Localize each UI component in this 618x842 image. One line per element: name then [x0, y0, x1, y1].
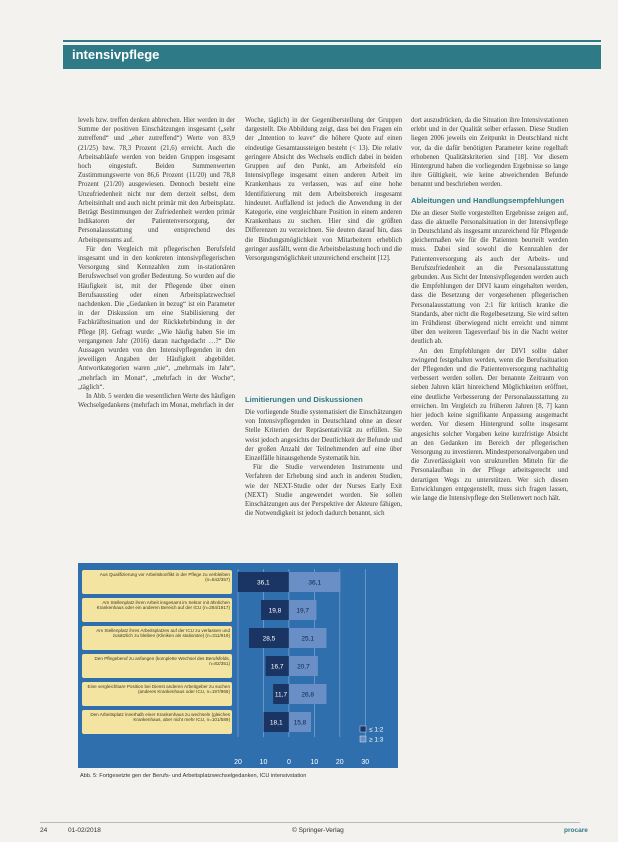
data-label: 19,8	[268, 607, 282, 615]
x-tick-label: 10	[259, 759, 268, 766]
category-label-container	[84, 626, 230, 650]
x-tick-label: 20	[234, 759, 242, 766]
publisher: © Springer-Verlag	[292, 827, 344, 834]
x-tick-label: 0	[286, 759, 291, 766]
text-column-2	[245, 116, 402, 366]
category-label: Am Stellenplatz ihren Arbeit insgesamt im Sektor mit ähnlichen Krankenhaus oder ein anderen Bereich auf der ICU (n=284/1917)	[96, 600, 230, 611]
category-label-container	[84, 654, 230, 678]
header-rule	[63, 40, 601, 42]
footer-rule	[40, 822, 580, 823]
legend-entry: ≤ 1:2	[369, 726, 384, 734]
data-label: 19,7	[296, 607, 310, 615]
category-label: Den Arbeitsplatz innerhalb einer Krankenhaus zu wechseln (gleiches Krankenhaus, aber nicht mehr ICU, n=101/589)	[90, 712, 230, 723]
data-label: 11,7	[274, 691, 288, 699]
issue-date: 01-02/2018	[68, 827, 101, 834]
category-label-container	[84, 710, 230, 734]
paragraph: Die vorliegende Studie systematisiert die Einschätzungen von Intensivpflegenden in Deutschland ohne an dieser Stelle Kriterien der Repräsentativität zu erfüllen. Sie weist jedoch angesichts der Deutlichkeit der Befunde und der großen Anzahl der Teilnehmenden auf eine über Einzelfälle hinausgehende Systematik hin.	[245, 409, 402, 463]
data-label: 16,7	[270, 663, 284, 671]
category-label-container	[84, 570, 230, 594]
category-label-container	[84, 598, 230, 622]
data-label: 28,5	[262, 635, 276, 643]
paragraph: Die an dieser Stelle vorgestellten Ergebnisse zeigen auf, dass die aktuelle Personalsituation in der Intensivpflege in Deutschland als insgesamt unzureichend für Pflegende gleichermaßen wie für die Patienten beurteilt werden muss. Dabei sind sowohl die Kennzahlen der Patientenversorgung als auch der Arbeits- und Berufszufriedenheit an die Personalausstattung gebunden. Aus Sicht der Intensivpflegenden werden auch die Empfehlungen der DIVI kaum eingehalten werden, dass die Besetzung der vorgesehenen pflegerischen Personalausstattung von 2:1 für kritisch kranke die Standards, aber nicht die Regelbesetzung. Sie wird selten im Frühdienst überwiegend nicht erreicht und nimmt über den weiteren Tagesverlauf bis in die Nacht weiter deutlich ab.	[411, 209, 568, 346]
magazine-name: procare	[564, 827, 588, 834]
figure-5-chart	[78, 563, 398, 768]
paragraph: dort auszudrücken, da die Situation ihre Intensivstationen erlebt und in der Qualität selber erfassen. Diese Studien liegen 2006 jeweils ein Zeitpunkt in Deutschland nicht vor, da die dafür benötigten Parameter keine regelhaft erhobenen Qualitätskriterien sind [18]. Vor diesem Hintergrund haben die vorliegenden Ergebnisse so lange ihre Gültigkeit, wie keine abweichenden Befunde benannt und beschrieben werden.	[411, 117, 568, 189]
x-tick-label: 20	[335, 759, 344, 766]
figure-caption: Abb. 5: Fortgesetzte gen der Berufs- und Arbeitsplatzwechselgedanken, ICU intensivstation	[80, 773, 307, 779]
legend-swatch	[360, 736, 366, 742]
data-label: 25,1	[301, 635, 314, 643]
paragraph: levels bzw. treffen denken abbrechen. Hier werden in der Summe der positiven Einschätzungen insgesamt („sehr zutreffend“ und „eher zutreffend“) Werte von 83,9 (21/25) bzw. 78,3 Prozent (21,6) erreicht. Auch die Arbeitsabläufe werden von beiden Gruppen insgesamt hoch eingestuft. Beiden Summenwerten Zustimmungswerte von 86,6 Prozent (11/20) und 78,8 Prozent (21/20) ausgewiesen. Dennoch besteht eine Unzufriedenheit nicht nur dem derzeit selbst, dem Arbeitsinhalt und auch nicht primär mit den Arbeitsplatz. Beträgt Bestimmungen der Zufriedenheit werden primär Indikatoren der Patientenversorgung, der Personalausstattung und entsprechend des Arbeitspensums auf.	[78, 117, 235, 244]
data-label: 26,8	[301, 691, 314, 699]
data-label: 36,1	[257, 579, 270, 587]
category-label-container	[84, 682, 230, 706]
x-tick-label: 30	[361, 759, 370, 766]
data-label: 36,1	[308, 579, 321, 587]
x-tick-label: 10	[310, 759, 319, 766]
category-label: Den Pflegeberuf zu anfangen (komplette Wechsel des Berufsfelds, n=82/351)	[94, 656, 230, 667]
category-label: Am Stellenplatz ihres Arbeitsplatzes auf der ICU zu verlassen und zusätzlich zu bleiben (Kliniken als stationäre) (n=311/919)	[96, 628, 230, 639]
paragraph: An den Empfehlungen der DIVI sollte daher zwingend festgehalten werden, wenn die Berufssituation der Pflegenden und die Patientenversorgung nachhaltig verbessert werden sollen. Der benannte Zeitraum von sieben Jahren klärt hinreichend Möglichkeiten eröffnet, eine deutliche Verbesserung der Personalausstattung zu erreichen. Im Vergleich zu früheren Jahren [8, 7] kann hier jedoch keine signifikante Anpassung ausgemacht werden. Vor diesem Hintergrund sollte insgesamt angesichts solcher Vorgaben keine kurzfristige Absicht an den Gedanken im Bereich der pflegerischen Versorgung zu investieren. Mindestpersonalvorgaben und die Zuverlässigkeit von strukturellen Mitteln für die Personalaufbau in der Pflege arbeitsgerecht und derartigen Wegs zu unterstützen. Wer sich diesen Entwicklungen entgegenstellt, muss sich fragen lassen, wie lange die Intensivpflege den Stellenwert noch hält.	[411, 347, 568, 502]
legend-entry: ≥ 1:3	[369, 736, 384, 744]
section-heading: Ableitungen und Handlungsempfehlungen	[411, 195, 565, 205]
paragraph: Woche, täglich) in der Gegenüberstellung der Gruppen dargestellt. Die Abbildung zeigt, dass bei den Fragen ein der „Intention to leave“ die höhere Quote auf einen eindeutige Gesamtaussteigen besteht (< 13). Die relativ geringere Absicht des Wechsels endlich dabei in beiden Gruppen auf den Punkt, am Arbeitsfeld ein Intensivpflege insgesamt einen anderen Arbeit im Krankenhaus zu verlassen, was auf eine hohe Identifizierung mit dem Arbeitsbereich insgesamt hindeutet. Auffallend ist jedoch die Anwendung in der Kategorie, eine vergleichbare Position in einem anderen Krankenhaus zu suchen. Hier sind die größten Differenzen zu verzeichnen. Sie deuten darauf hin, dass die Bindungsmöglichkeit von Mitarbeitern erheblich geringer ausfällt, wenn die Arbeitsbelastung hoch und die Versorgungsmöglichkeit unzureichend erscheint [12].	[245, 117, 402, 263]
text-column-1	[78, 116, 235, 552]
category-label: Eine vergleichbare Position bei Dienst anderen Arbeitgeber zu suchen (anderes Krankenhaus oder ICU, n=197/966)	[87, 684, 230, 695]
data-label: 18,1	[269, 719, 283, 727]
data-label: 15,8	[293, 719, 307, 727]
data-label: 20,7	[297, 663, 310, 671]
paragraph: Für die Studie verwendeten Instrumente und Verfahren der Erhebung sind auch in anderen Studien, wie der NEXT-Studie oder der Nurses Early Exit (NEXT) Studie angewendet worden. Sie sollen Einschätzungen aus der Perspektive der Akteure fähigen, die Notwendigkeit ist jedoch dadurch benannt, sich	[245, 464, 402, 518]
legend-swatch	[360, 726, 366, 732]
text-column-3	[411, 116, 568, 836]
category-label: Aus Qualifizierung vor Arbeitskonflikt in der Pflege zu verbleiben (n=542/357)	[99, 572, 230, 583]
paragraph: Für den Vergleich mit pflegerischen Berufsfeld insgesamt und in den konkreten intensivpflegerischen Versorgung sind Kennzahlen zum in-stationären Berufswechsel von großer Bedeutung. So wurden auf die Häufigkeit ist, mit der Pflegende über einen Berufsausstieg oder einen Arbeitsplatzwechsel nachdenken. Die „Gedanken in bezug“ ist ein Parameter in der Diskussion um eine Stabilisierung der Fachkräftesituation und der Rückkehrbindung in der Pflege [8]. Gefragt wurde: „Wie häufig haben Sie im vergangenen Jahr (2016) daran nachgedacht …?“ Die Aussagen wurden von den Intensivpflegenden in den jeweiligen Angaben der Häufigkeit abgebildet. Antwortkategorien waren „nie“, „mehrmals im Jahr“, „mehrfach im Monat“, „mehrfach in der Woche“, „täglich“.	[78, 245, 235, 391]
paragraph: In Abb. 5 werden die wesentlichen Werte des häufigen Wechselgedankens (mehrfach im Monat, mehrfach in der	[78, 393, 235, 410]
section-heading: Limitierungen und Diskussionen	[245, 395, 363, 404]
section-title: intensivpflege	[72, 47, 160, 62]
text-column-2-lower	[245, 389, 402, 529]
page-number: 24	[40, 827, 48, 834]
